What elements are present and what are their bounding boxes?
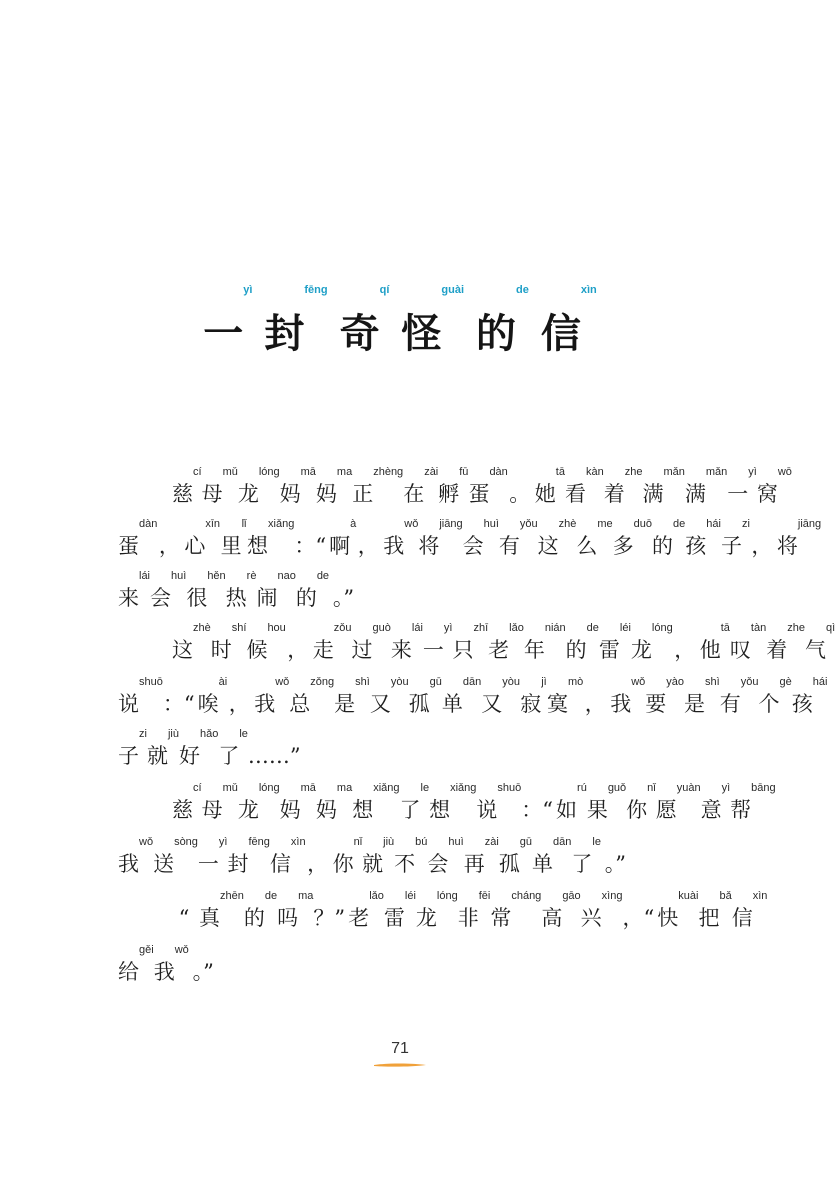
hanzi-with-pinyin: 走zǒu <box>312 622 352 662</box>
text-line <box>118 466 792 507</box>
title-pinyin: fēng <box>304 284 328 296</box>
hanzi-with-pinyin: 总zǒng <box>289 676 335 716</box>
hanzi-with-pinyin: 将jiāng <box>418 518 463 558</box>
page-title <box>197 284 603 359</box>
text-line <box>118 728 698 769</box>
punctuation: ：“ <box>162 692 195 716</box>
hanzi-with-pinyin: 蛋dàn <box>468 466 508 506</box>
hanzi-with-pinyin: 啊à <box>329 518 357 558</box>
hanzi-with-pinyin: 一yì <box>727 466 757 506</box>
punctuation: 。” <box>604 852 627 876</box>
hanzi-with-pinyin: 又yòu <box>369 676 409 716</box>
hanzi-with-pinyin: 快kuài <box>657 890 699 930</box>
hanzi-with-pinyin: 子zi <box>720 518 750 558</box>
hanzi-with-pinyin: 妈ma <box>315 782 353 822</box>
hanzi-with-pinyin: 要yào <box>645 676 685 716</box>
hanzi-with-pinyin: 雷léi <box>383 890 416 930</box>
hanzi-with-pinyin: 的de <box>295 570 330 610</box>
hanzi-with-pinyin: 你nǐ <box>626 782 656 822</box>
hanzi-with-pinyin: 把bǎ <box>698 890 732 930</box>
hanzi-with-pinyin: 是shì <box>334 676 370 716</box>
hanzi-with-pinyin: 寂jì <box>520 676 547 716</box>
hanzi-with-pinyin: 我wǒ <box>254 676 290 716</box>
hanzi-with-pinyin: 单dān <box>532 836 572 876</box>
hanzi-with-pinyin: 气qì <box>804 622 835 662</box>
hanzi-with-pinyin: 唉ài <box>197 676 228 716</box>
hanzi-with-pinyin: 时shí <box>210 622 247 662</box>
hanzi-with-pinyin: 就jiù <box>362 836 395 876</box>
hanzi-with-pinyin: 孤gū <box>408 676 442 716</box>
title-char: 封fēng <box>264 284 328 357</box>
punctuation: ？” <box>313 906 346 930</box>
hanzi-with-pinyin: 着zhe <box>603 466 643 506</box>
hanzi-with-pinyin: 慈cí <box>172 782 202 822</box>
hanzi-with-pinyin: 了le <box>218 728 248 768</box>
hanzi-with-pinyin: 她tā <box>534 466 565 506</box>
hanzi-with-pinyin: 叹tàn <box>729 622 767 662</box>
punctuation: ，“ <box>622 906 655 930</box>
hanzi-with-pinyin: 信xìn <box>731 890 768 930</box>
punctuation: 。” <box>332 586 355 610</box>
hanzi-with-pinyin: 这zhè <box>172 622 211 662</box>
hanzi-with-pinyin: 孵fū <box>438 466 469 506</box>
hanzi-with-pinyin: 会huì <box>427 836 464 876</box>
hanzi-with-pinyin: 妈mā <box>279 466 316 506</box>
title-pinyin: yì <box>243 284 253 296</box>
hanzi-with-pinyin: 闹nao <box>256 570 296 610</box>
hanzi-with-pinyin: 高gāo <box>541 890 581 930</box>
hanzi-with-pinyin: 在zài <box>403 466 439 506</box>
hanzi-with-pinyin: 真zhēn <box>199 890 244 930</box>
hanzi-with-pinyin: 吗ma <box>277 890 314 930</box>
hanzi-with-pinyin: 我wǒ <box>153 944 189 984</box>
hanzi-with-pinyin: 好hǎo <box>178 728 219 768</box>
hanzi-with-pinyin: 老lǎo <box>488 622 524 662</box>
hanzi-with-pinyin: 龙lóng <box>237 782 280 822</box>
hanzi-with-pinyin: 看kàn <box>564 466 604 506</box>
hanzi-with-pinyin: 说shuō <box>476 782 522 822</box>
hanzi-with-pinyin: 不bú <box>394 836 428 876</box>
punctuation: 。” <box>192 960 214 984</box>
hanzi-with-pinyin: 心xīn <box>184 518 221 558</box>
hanzi-with-pinyin: 帮bāng <box>730 782 776 822</box>
hanzi-with-pinyin: 的de <box>243 890 278 930</box>
hanzi-with-pinyin: 一yì <box>422 622 453 662</box>
hanzi-with-pinyin: 候hou <box>246 622 286 662</box>
punctuation: ……” <box>247 744 301 768</box>
punctuation: ， <box>158 534 180 558</box>
hanzi-with-pinyin: 我wǒ <box>118 836 154 876</box>
punctuation: ， <box>357 534 379 558</box>
hanzi-with-pinyin: 妈ma <box>315 466 353 506</box>
text-line <box>118 890 768 931</box>
hanzi-with-pinyin: 寞mò <box>546 676 584 716</box>
hanzi-with-pinyin: 我wǒ <box>610 676 646 716</box>
hanzi-with-pinyin: 你nǐ <box>332 836 363 876</box>
hanzi-with-pinyin: 孤gū <box>498 836 533 876</box>
hanzi-with-pinyin: 里lǐ <box>220 518 247 558</box>
punctuation: ， <box>228 692 250 716</box>
title-char: 怪guài <box>401 284 465 357</box>
hanzi-with-pinyin: 常cháng <box>490 890 542 930</box>
hanzi-with-pinyin: 愿yuàn <box>655 782 701 822</box>
hanzi-with-pinyin: 年nián <box>523 622 566 662</box>
punctuation: ， <box>287 638 309 662</box>
title-char: 一yì <box>203 284 253 357</box>
hanzi-with-pinyin: 我wǒ <box>383 518 419 558</box>
hanzi-with-pinyin: 他tā <box>699 622 730 662</box>
title-pinyin: qí <box>379 284 390 296</box>
punctuation: ：“ <box>521 798 553 822</box>
text-line <box>118 518 822 559</box>
hanzi-with-pinyin: 老lǎo <box>348 890 384 930</box>
hanzi-with-pinyin: 孩hái <box>685 518 721 558</box>
hanzi-with-pinyin: 是shì <box>684 676 720 716</box>
hanzi-with-pinyin: 将jiāng <box>776 518 822 558</box>
text-line <box>118 622 835 663</box>
hanzi-with-pinyin: 只zhī <box>452 622 489 662</box>
hanzi-with-pinyin: 么me <box>576 518 613 558</box>
text-line <box>118 676 828 717</box>
hanzi-with-pinyin: 意yì <box>700 782 731 822</box>
text-line <box>118 836 698 877</box>
hanzi-with-pinyin: 想xiǎng <box>352 782 400 822</box>
hanzi-with-pinyin: 兴xìng <box>580 890 623 930</box>
hanzi-with-pinyin: 来lái <box>118 570 151 610</box>
hanzi-with-pinyin: 孩hái <box>791 676 828 716</box>
title-pinyin: guài <box>441 284 465 296</box>
hanzi-with-pinyin: 窝wō <box>756 466 792 506</box>
hanzi-with-pinyin: 的de <box>652 518 686 558</box>
hanzi-with-pinyin: 再zài <box>463 836 499 876</box>
hanzi-with-pinyin: 单dān <box>441 676 482 716</box>
hanzi-with-pinyin: 的de <box>565 622 599 662</box>
hanzi-with-pinyin: 一yì <box>197 836 228 876</box>
hanzi-with-pinyin: 满mǎn <box>642 466 685 506</box>
punctuation: ， <box>307 852 329 876</box>
hanzi-with-pinyin: 会huì <box>462 518 499 558</box>
hanzi-with-pinyin: 多duō <box>612 518 653 558</box>
punctuation: 。 <box>509 482 531 506</box>
text-line <box>118 944 698 985</box>
hanzi-with-pinyin: 如rú <box>556 782 587 822</box>
hanzi-with-pinyin: 会huì <box>150 570 187 610</box>
hanzi-with-pinyin: 果guǒ <box>586 782 627 822</box>
hanzi-with-pinyin: 雷léi <box>598 622 631 662</box>
punctuation: “ <box>178 906 190 930</box>
hanzi-with-pinyin: 热rè <box>225 570 257 610</box>
hanzi-with-pinyin: 说shuō <box>118 676 163 716</box>
hanzi-with-pinyin: 龙lóng <box>630 622 673 662</box>
page-number-brush-stroke <box>372 1062 428 1068</box>
title-char: 奇qí <box>339 284 390 357</box>
hanzi-with-pinyin: 很hěn <box>186 570 226 610</box>
hanzi-with-pinyin: 非fēi <box>457 890 491 930</box>
hanzi-with-pinyin: 想xiǎng <box>429 782 477 822</box>
page-number: 71 <box>391 1040 409 1057</box>
hanzi-with-pinyin: 了le <box>571 836 601 876</box>
hanzi-with-pinyin: 龙lóng <box>415 890 458 930</box>
hanzi-with-pinyin: 母mǔ <box>201 466 238 506</box>
hanzi-with-pinyin: 龙lóng <box>237 466 280 506</box>
hanzi-with-pinyin: 送sòng <box>153 836 198 876</box>
text-line <box>118 570 698 611</box>
hanzi-with-pinyin: 正zhèng <box>352 466 404 506</box>
hanzi-with-pinyin: 这zhè <box>537 518 577 558</box>
title-pinyin: de <box>516 284 529 296</box>
hanzi-with-pinyin: 信xìn <box>269 836 306 876</box>
hanzi-with-pinyin: 妈mā <box>279 782 316 822</box>
hanzi-with-pinyin: 慈cí <box>172 466 202 506</box>
hanzi-with-pinyin: 母mǔ <box>201 782 238 822</box>
hanzi-with-pinyin: 给gěi <box>118 944 154 984</box>
hanzi-with-pinyin: 有yǒu <box>498 518 538 558</box>
hanzi-with-pinyin: 满mǎn <box>684 466 728 506</box>
title-container <box>0 284 800 359</box>
punctuation: ， <box>584 692 606 716</box>
hanzi-with-pinyin: 蛋dàn <box>118 518 158 558</box>
hanzi-with-pinyin: 来lái <box>390 622 423 662</box>
hanzi-with-pinyin: 又yòu <box>481 676 520 716</box>
hanzi-with-pinyin: 有yǒu <box>719 676 759 716</box>
punctuation: ， <box>674 638 696 662</box>
hanzi-with-pinyin: 子zi <box>118 728 147 768</box>
hanzi-with-pinyin: 了le <box>399 782 430 822</box>
hanzi-with-pinyin: 就jiù <box>146 728 179 768</box>
hanzi-with-pinyin: 着zhe <box>766 622 805 662</box>
hanzi-with-pinyin: 封fēng <box>227 836 270 876</box>
hanzi-with-pinyin: 过guò <box>351 622 391 662</box>
title-char: 的de <box>476 284 529 357</box>
text-line <box>118 782 776 823</box>
title-char: 信xìn <box>540 284 597 357</box>
punctuation: ：“ <box>294 534 327 558</box>
hanzi-with-pinyin: 个gè <box>758 676 792 716</box>
hanzi-with-pinyin: 想xiǎng <box>247 518 295 558</box>
title-pinyin: xìn <box>580 284 597 296</box>
punctuation: ， <box>751 534 773 558</box>
